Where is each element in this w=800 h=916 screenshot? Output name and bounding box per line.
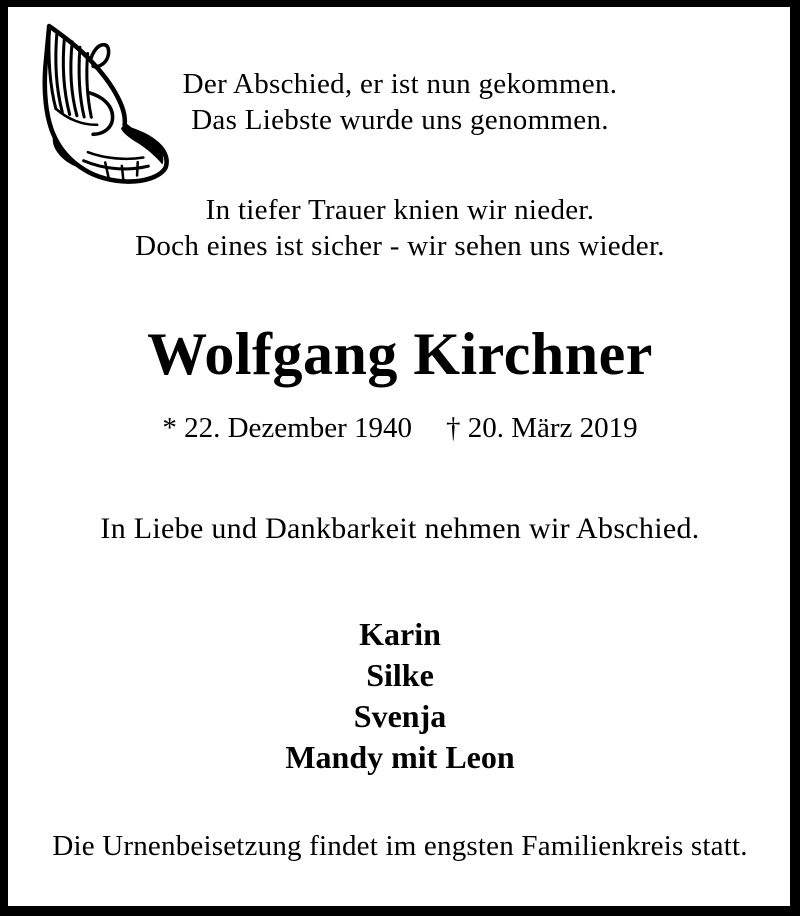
life-dates	[0, 412, 800, 445]
death-date: † 20. März 2019	[445, 412, 638, 444]
closing-line: Die Urnenbeisetzung findet im engsten Familienkreis statt.	[52, 830, 748, 862]
second-verse	[0, 192, 800, 264]
mourner-name: Silke	[366, 657, 434, 693]
mourner-name: Svenja	[353, 698, 447, 734]
mourner-name: Mandy mit Leon	[285, 739, 515, 775]
mourner-name: Karin	[359, 616, 441, 652]
verse-line: Das Liebste wurde uns genommen.	[191, 104, 609, 136]
birth-date: * 22. Dezember 1940	[162, 412, 412, 444]
opening-verse	[0, 66, 800, 138]
verse-line: Der Abschied, er ist nun gekommen.	[182, 68, 618, 100]
mourners-list	[0, 614, 800, 778]
verse-line: In tiefer Trauer knien wir nieder.	[205, 194, 595, 226]
farewell-line: In Liebe und Dankbarkeit nehmen wir Abschied.	[100, 512, 700, 545]
deceased-name: Wolfgang Kirchner	[147, 321, 653, 387]
verse-line: Doch eines ist sicher - wir sehen uns wieder.	[135, 230, 665, 262]
